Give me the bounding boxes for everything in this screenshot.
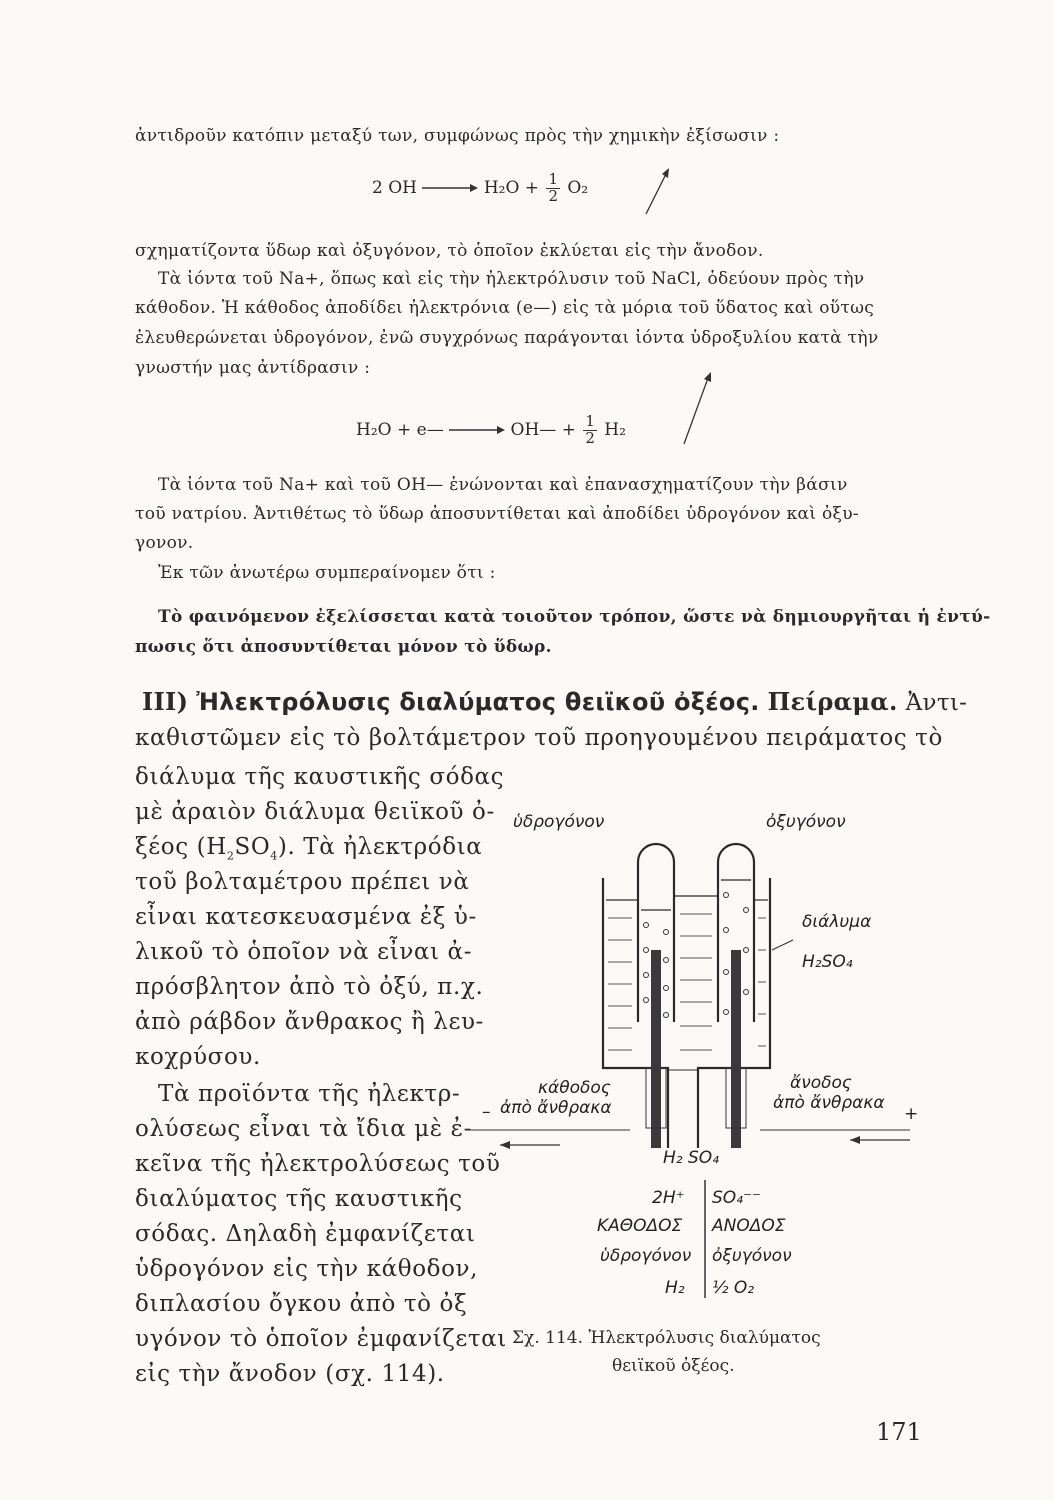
text-line: διαλύματος τῆς καυστικῆς [135, 1186, 463, 1212]
text-fragment: ξέος (H [135, 834, 227, 860]
text-line: λικοῦ τὸ ὁποῖον νὰ εἶναι ἀ- [135, 939, 473, 965]
reaction-arrow-icon [422, 183, 478, 193]
hydrogen-product: H₂ [665, 1278, 685, 1298]
text-line: σόδας. Δηλαδὴ ἐμφανίζεται [135, 1221, 476, 1247]
positive-terminal: + [904, 1104, 919, 1124]
section-number: III) [142, 687, 189, 716]
conclusion-line: Τὸ φαινόμενον ἐξελίσσεται κατὰ τοιοῦτον τρόπον, ὥστε νὰ δημιουργῆται ἡ ἐντύ- [158, 607, 991, 627]
text-line: ὑδρογόνον εἰς τὴν κάθοδον, [135, 1256, 479, 1282]
anode-label: ἄνοδος [790, 1073, 852, 1093]
gas-release-arrow-icon [642, 168, 672, 218]
cathode-electrode [651, 950, 661, 1148]
text-line: Ἐκ τῶν ἀνωτέρω συμπεραίνομεν ὅτι : [158, 563, 496, 583]
eq1-denominator: 2 [548, 186, 558, 205]
sulfate-ions: SO₄⁻⁻ [712, 1188, 761, 1208]
figure-caption: Σχ. 114. Ἠλεκτρόλυσις διαλύματος [512, 1328, 821, 1348]
text-line: διπλασίου ὄγκου ἀπὸ τὸ ὀξ [135, 1291, 468, 1317]
section-heading [142, 687, 968, 716]
text-line: ολύσεως εἶναι τὰ ἴδια μὲ ἐ- [135, 1116, 472, 1142]
eq2-plus: + [561, 419, 576, 440]
eq1-reactant: OH [388, 177, 417, 198]
text-line: πρόσβλητον ἀπὸ τὸ ὀξύ, π.χ. [135, 974, 484, 1000]
oxygen-product: ½ O₂ [712, 1278, 755, 1298]
eq2-fraction [583, 414, 597, 447]
hydrogen-ions: 2H⁺ [652, 1188, 685, 1208]
text-fragment: SO [234, 834, 271, 860]
text-line: Τὰ ἰόντα τοῦ Na+ καὶ τοῦ OH— ἑνώνονται καὶ ἐπανασχηματίζουν τὴν βάσιν [158, 475, 848, 495]
text-line: διάλυμα τῆς καυστικῆς σόδας [135, 764, 505, 790]
anode-gas: ὀξυγόνον [712, 1246, 792, 1266]
solution-label: διάλυμα [802, 912, 872, 932]
oxygen-label: ὀξυγόνον [766, 812, 846, 832]
anode-caption: ΑΝΟΔΟΣ [712, 1216, 786, 1236]
text-line: σχηματίζοντα ὕδωρ καὶ ὀξυγόνον, τὸ ὁποῖον ἐκλύεται εἰς τὴν ἄνοδον. [135, 241, 764, 261]
text-line [135, 836, 482, 862]
text-line: κάθοδον. Ἡ κάθοδος ἀποδίδει ἠλεκτρόνια (e—) εἰς τὰ μόρια τοῦ ὕδατος καὶ οὕτως [135, 298, 875, 318]
hydrogen-label: ὑδρογόνον [513, 812, 605, 832]
equation-water-reduction [356, 414, 626, 447]
text-line: ἀπὸ ράβδον ἄνθρακος ἢ λευ- [135, 1009, 484, 1035]
liquid-level-lines [606, 880, 768, 910]
text-line: υγόνον τὸ ὁποῖον ἐμφανίζεται [135, 1326, 507, 1352]
section-title: Ἠλεκτρόλυσις διαλύματος θειϊκοῦ ὀξέος. [196, 688, 760, 716]
text-line: Ἀντι- [905, 690, 968, 716]
text-line: κοχρύσου. [135, 1044, 261, 1070]
acid-formula: H₂ SO₄ [663, 1148, 719, 1168]
text-line: γνωστήν μας ἀντίδρασιν : [135, 358, 371, 378]
eq1-oxygen: O₂ [567, 177, 589, 198]
ion-divider-line [703, 1180, 707, 1298]
eq2-reactants: H₂O + e— [356, 419, 444, 440]
text-line: μὲ ἀραιὸν διάλυμα θειϊκοῦ ὀ- [135, 799, 495, 825]
cathode-gas: ὑδρογόνον [600, 1246, 692, 1266]
eq1-plus: + [524, 177, 540, 198]
cathode-caption: ΚΑΘΟΔΟΣ [597, 1216, 683, 1236]
eq1-numerator: 1 [548, 170, 558, 188]
experiment-label: Πείραμα. [767, 687, 898, 716]
eq2-numerator: 1 [585, 412, 595, 430]
eq1-water: H₂O [483, 177, 520, 198]
text-line: κεῖνα τῆς ἠλεκτρολύσεως τοῦ [135, 1151, 501, 1177]
subscript: 4 [270, 849, 278, 863]
eq1-fraction [546, 172, 560, 205]
eq2-hydroxide: OH— [510, 419, 557, 440]
eq2-denominator: 2 [585, 428, 595, 447]
solution-hatching [608, 914, 766, 1050]
solution-formula: H₂SO₄ [802, 952, 853, 972]
text-line: γονον. [135, 533, 194, 553]
cathode-material-label: ἀπὸ ἄνθρακα [500, 1098, 612, 1118]
text-line: εἶναι κατεσκευασμένα ἐξ ὑ- [135, 904, 477, 930]
eq2-hydrogen: H₂ [604, 419, 626, 440]
page-number: 171 [876, 1418, 922, 1446]
anode-material-label: ἀπὸ ἄνθρακα [773, 1093, 885, 1113]
subscript: 2 [226, 849, 235, 863]
text-line: εἰς τὴν ἄνοδον (σχ. 114). [135, 1361, 445, 1387]
anode-electrode [731, 950, 741, 1148]
eq1-coefficient: 2 [372, 177, 383, 198]
text-line: καθιστῶμεν εἰς τὸ βολτάμετρον τοῦ προηγουμένου πειράματος τὸ [135, 725, 943, 751]
solution-pointer [772, 940, 793, 950]
conclusion-line: πωσις ὅτι ἀποσυντίθεται μόνον τὸ ὕδωρ. [135, 637, 552, 657]
cathode-label: κάθοδος [538, 1078, 611, 1098]
equation-hydroxide-decomposition [372, 172, 588, 205]
negative-terminal: – [482, 1102, 491, 1122]
text-line: Τὰ προϊόντα τῆς ἠλεκτρ- [158, 1081, 461, 1107]
figure-caption: θειϊκοῦ ὀξέος. [612, 1356, 735, 1376]
reaction-arrow-icon [449, 425, 505, 435]
text-line: τοῦ νατρίου. Ἀντιθέτως τὸ ὕδωρ ἀποσυντίθεται καὶ ἀποδίδει ὑδρογόνον καὶ ὀξυ- [135, 504, 859, 524]
text-fragment: ). Τὰ ἠλεκτρόδια [277, 834, 483, 860]
text-line: τοῦ βολταμέτρου πρέπει νὰ [135, 869, 470, 895]
text-line: ἀντιδροῦν κατόπιν μεταξύ των, συμφώνως πρὸς τὴν χημικὴν ἐξίσωσιν : [135, 126, 780, 146]
gas-release-arrow-icon [680, 372, 714, 448]
text-line: Τὰ ἰόντα τοῦ Na+, ὅπως καὶ εἰς τὴν ἠλεκτρόλυσιν τοῦ NaCl, ὁδεύουν πρὸς τὴν [158, 269, 865, 289]
text-line: ἐλευθερώνεται ὑδρογόνον, ἐνῶ συγχρόνως παράγονται ἰόντα ὑδροξυλίου κατὰ τὴν [135, 328, 879, 348]
